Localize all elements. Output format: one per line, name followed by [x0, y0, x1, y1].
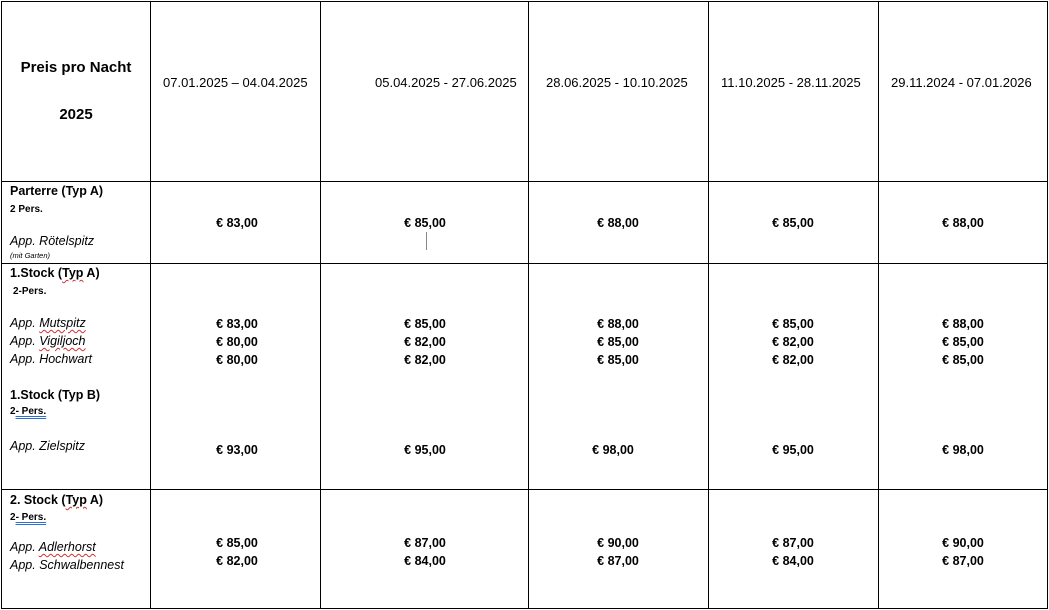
- apartment-name: App. Schwalbennest: [10, 558, 124, 572]
- price-column: [908, 315, 1018, 369]
- apartment-name: App. Zielspitz: [10, 439, 86, 453]
- section-title: 2. Stock (Typ A): [10, 493, 104, 507]
- price-cell: € 84,00: [772, 554, 814, 568]
- table-border: [1, 1, 2, 609]
- period-5: 29.11.2024 - 07.01.2026: [891, 75, 1032, 90]
- price-cell: € 88,00: [942, 317, 984, 331]
- price-cell: € 85,00: [216, 536, 258, 550]
- price-cell: € 85,00: [942, 335, 984, 349]
- section-title: 1.Stock (Typ A): [10, 266, 100, 280]
- price-cell: € 88,00: [942, 216, 984, 230]
- price-column: [738, 534, 848, 570]
- price-cell: € 83,00: [216, 317, 258, 331]
- price-column: [563, 534, 673, 570]
- price-cell: € 95,00: [772, 443, 814, 457]
- price-cell: € 98,00: [942, 443, 984, 457]
- price-cell: € 85,00: [772, 216, 814, 230]
- price-cell: € 88,00: [597, 216, 639, 230]
- price-column: [738, 315, 848, 369]
- price-column: [370, 315, 480, 369]
- price-column: [908, 534, 1018, 570]
- table-border: [1047, 1, 1048, 609]
- price-column: [563, 315, 673, 369]
- price-cell: € 85,00: [942, 353, 984, 367]
- period-2: 05.04.2025 - 27.06.2025: [375, 75, 517, 90]
- price-cell: € 85,00: [404, 216, 446, 230]
- period-1: 07.01.2025 – 04.04.2025: [163, 75, 308, 90]
- price-cell: € 95,00: [404, 443, 446, 457]
- price-cell: € 82,00: [404, 353, 446, 367]
- table-border: [528, 1, 529, 609]
- price-cell: € 93,00: [216, 443, 258, 457]
- price-cell: € 87,00: [772, 536, 814, 550]
- table-border: [878, 1, 879, 609]
- price-cell: € 87,00: [597, 554, 639, 568]
- period-3: 28.06.2025 - 10.10.2025: [546, 75, 688, 90]
- persons-label: 2- Pers.: [10, 512, 47, 523]
- apartment-name: App. Rötelspitz: [10, 234, 95, 248]
- price-cell: € 80,00: [216, 335, 258, 349]
- price-cell: € 90,00: [597, 536, 639, 550]
- price-cell: € 82,00: [404, 335, 446, 349]
- table-border: [1, 181, 1048, 182]
- price-cell: € 85,00: [772, 317, 814, 331]
- table-border: [1, 489, 1048, 490]
- text-cursor: [426, 232, 427, 250]
- price-cell: € 87,00: [942, 554, 984, 568]
- price-column: [370, 534, 480, 570]
- price-cell: € 83,00: [216, 216, 258, 230]
- price-cell: € 85,00: [597, 335, 639, 349]
- price-column: [182, 315, 292, 369]
- table-border: [150, 1, 151, 609]
- price-cell: € 98,00: [592, 443, 634, 457]
- table-border: [1, 1, 1048, 2]
- apartment-name: App. Hochwart: [10, 352, 92, 366]
- price-cell: € 84,00: [404, 554, 446, 568]
- period-4: 11.10.2025 - 28.11.2025: [721, 75, 861, 90]
- price-cell: € 90,00: [942, 536, 984, 550]
- apartment-name: App. Adlerhorst: [10, 540, 96, 554]
- table-border: [1, 608, 1048, 609]
- header-title: Preis pro Nacht: [20, 59, 132, 76]
- price-cell: € 88,00: [597, 317, 639, 331]
- apartment-name: App. Vigiljoch: [10, 334, 86, 348]
- price-cell: € 82,00: [772, 335, 814, 349]
- price-column: [182, 534, 292, 570]
- price-cell: € 82,00: [772, 353, 814, 367]
- header-year: 2025: [59, 106, 93, 123]
- table-border: [320, 1, 321, 609]
- price-cell: € 82,00: [216, 554, 258, 568]
- section-title: Parterre (Typ A): [10, 184, 104, 198]
- persons-label: 2- Pers.: [10, 406, 47, 417]
- price-cell: € 80,00: [216, 353, 258, 367]
- persons-label: 2 Pers.: [10, 204, 43, 215]
- price-cell: € 87,00: [404, 536, 446, 550]
- price-cell: € 85,00: [597, 353, 639, 367]
- table-border: [708, 1, 709, 609]
- apartment-note: (mit Garten): [10, 251, 51, 260]
- table-border: [1, 263, 1048, 264]
- apartment-name: App. Mutspitz: [10, 316, 86, 330]
- section-title: 1.Stock (Typ B): [10, 388, 101, 402]
- price-cell: € 85,00: [404, 317, 446, 331]
- persons-label: 2-Pers.: [13, 286, 47, 297]
